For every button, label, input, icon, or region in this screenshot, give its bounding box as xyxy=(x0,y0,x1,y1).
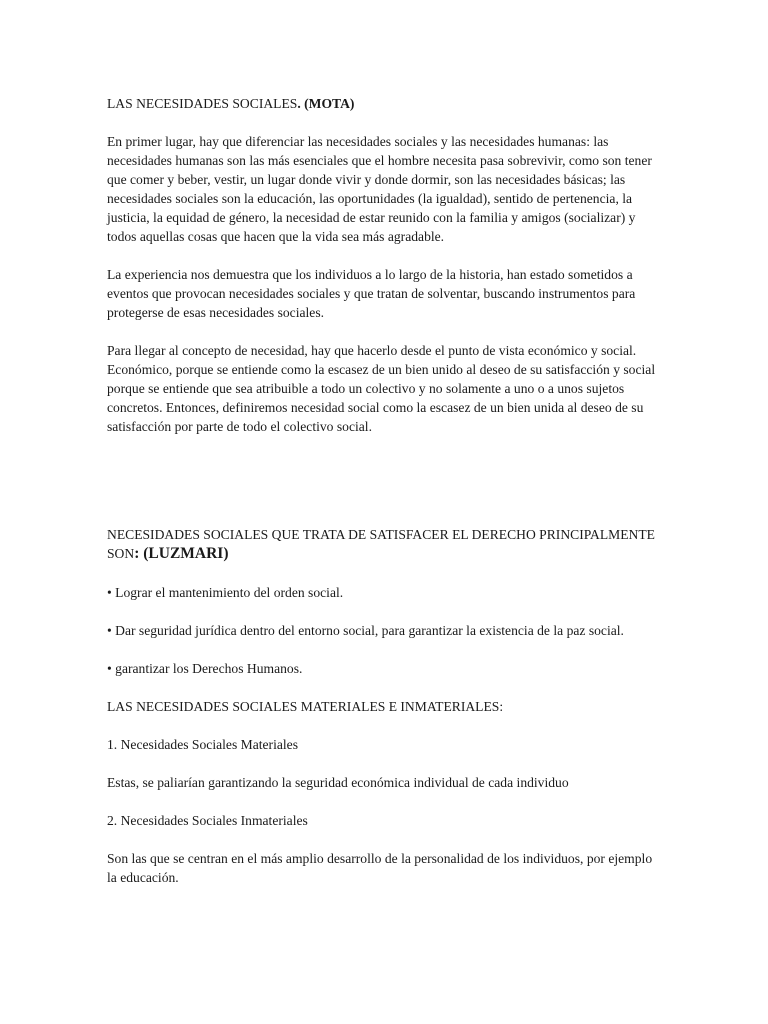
section-heading-derecho xyxy=(107,525,662,563)
author-label: (MOTA) xyxy=(304,96,355,111)
heading-text: LAS NECESIDADES SOCIALES xyxy=(107,96,298,111)
bullet-item: • Dar seguridad jurídica dentro del entorno social, para garantizar la existencia de la paz social. xyxy=(107,623,624,638)
section-heading-necesidades-sociales xyxy=(107,94,662,113)
paragraph: Para llegar al concepto de necesidad, hay que hacerlo desde el punto de vista económico y social. Económico, porque se entiende como la escasez de un bien unido al deseo de su satisfacción y social porque se entiende que sea atribuible a todo un colectivo y no solamente a uno o a unos sujetos concretos. Entonces, definiremos necesidad social como la escasez de un bien unida al deseo de su satisfacción por parte de todo el colectivo social. xyxy=(107,343,656,434)
heading-text: NECESIDADES SOCIALES QUE TRATA DE SATISFACER EL DERECHO PRINCIPALMENTE SON xyxy=(107,527,655,561)
author-label: (LUZMARI) xyxy=(143,545,229,562)
list-item-text: Son las que se centran en el más amplio desarrollo de la personalidad de los individuos, por ejemplo la educación. xyxy=(107,851,653,885)
list-item-text: Estas, se paliarían garantizando la seguridad económica individual de cada individuo xyxy=(107,775,569,790)
document-page xyxy=(107,94,662,906)
paragraph: En primer lugar, hay que diferenciar las necesidades sociales y las necesidades humanas: las necesidades humanas son las más esenciales que el hombre necesita pasa sobrevivir, como son tener que comer y beber, vestir, un lugar donde vivir y donde dormir, son las necesidades básicas; las necesidades sociales son la educación, las oportunidades (la igualdad), sentido de pertenencia, la justicia, la equidad de género, la necesidad de estar reunido con la familia y amigos (socializar) y todos aquellas cosas que hacen que la vida sea más agradable. xyxy=(107,134,652,244)
section-heading-materiales-inmateriales: LAS NECESIDADES SOCIALES MATERIALES E INMATERIALES: xyxy=(107,699,504,714)
paragraph: La experiencia nos demuestra que los individuos a lo largo de la historia, han estado sometidos a eventos que provocan necesidades sociales y que tratan de solventar, buscando instrumentos para protegerse de esas necesidades sociales. xyxy=(107,267,636,320)
heading-punctuation: : xyxy=(134,545,144,562)
spacer xyxy=(107,455,662,525)
list-item-title: 2. Necesidades Sociales Inmateriales xyxy=(107,813,308,828)
list-item-title: 1. Necesidades Sociales Materiales xyxy=(107,737,298,752)
bullet-item: • garantizar los Derechos Humanos. xyxy=(107,661,303,676)
bullet-item: • Lograr el mantenimiento del orden social. xyxy=(107,585,344,600)
heading-punctuation: . xyxy=(297,96,305,111)
